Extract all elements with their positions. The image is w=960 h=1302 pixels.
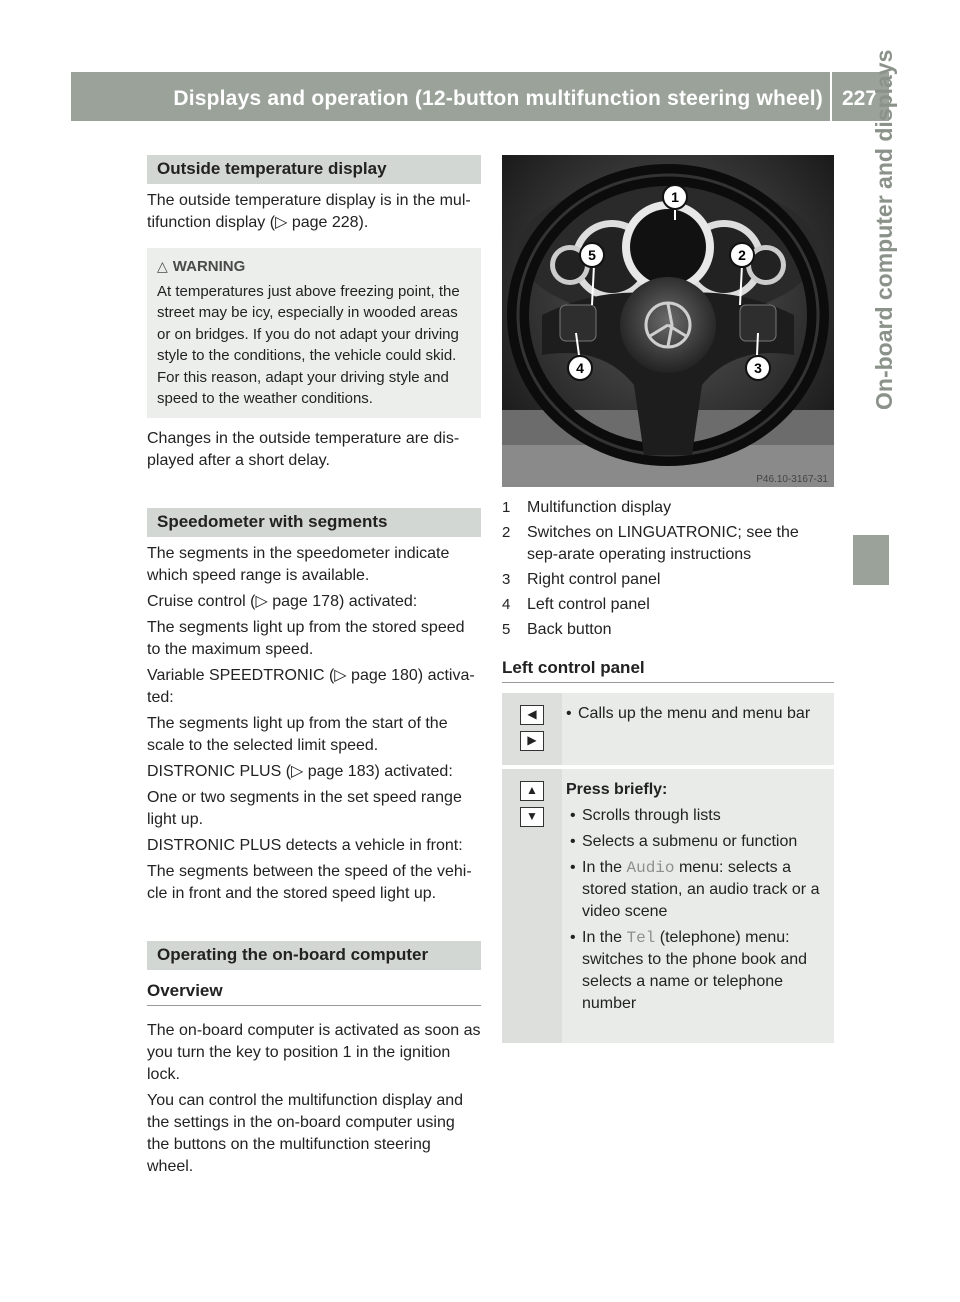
callout-label: 5 (588, 247, 596, 263)
callout-3 (746, 356, 770, 380)
legend-item (502, 594, 834, 616)
key-cell (502, 693, 562, 765)
section-heading: Outside temperature display (147, 155, 481, 184)
row-title: Press briefly: (566, 781, 668, 798)
menu-name: Audio (626, 859, 675, 877)
table-row (502, 693, 834, 765)
list-item-text: In the Audio menu: selects a stored station, an audio track or a video scene (582, 859, 820, 920)
callout-1 (663, 185, 687, 209)
paragraph: The outside temperature display is in the mul-tifunction display (▷ page 228). (147, 192, 471, 231)
description-cell (562, 769, 834, 1043)
paragraph: The segments in the speedometer indicate which speed range is available. (147, 544, 450, 584)
menu-name: Tel (626, 929, 656, 947)
right-arrow-button-icon: ▶ (520, 731, 544, 751)
page-number: 227 (842, 87, 878, 110)
legend-number: 2 (502, 524, 511, 541)
callout-2 (730, 243, 754, 267)
side-tab-marker (853, 535, 889, 585)
callout-label: 1 (671, 189, 679, 205)
legend-item (502, 497, 834, 519)
subsection-heading: Overview (147, 980, 481, 1006)
list-item: • In the Audio menu: selects a stored station, an audio track or a video scene (566, 857, 830, 923)
list-item: • Calls up the menu and menu bar (566, 703, 830, 725)
legend-number: 1 (502, 499, 511, 516)
legend-text: Left control panel (527, 596, 650, 613)
legend-text: Switches on LINGUATRONIC; see the sep-arate operating instructions (527, 524, 799, 563)
callout-4 (568, 356, 592, 380)
paragraph: The segments light up from the stored speed to the maximum speed. (147, 618, 465, 658)
right-column (502, 155, 834, 1043)
list-item: • In the Tel (telephone) menu: switches to the phone book and selects a name or telephone number (566, 927, 830, 1015)
legend-number: 5 (502, 621, 511, 638)
paragraph: DISTRONIC PLUS detects a vehicle in front: (147, 836, 463, 854)
paragraph: DISTRONIC PLUS (▷ page 183) activated: (147, 762, 453, 780)
key-cell (502, 769, 562, 1043)
photo-code: P46.10-3167-31 (756, 474, 828, 485)
warning-title (157, 256, 475, 278)
paragraph: The on-board computer is activated as soon as you turn the key to position 1 in the ignition lock. (147, 1021, 481, 1083)
paragraph: Cruise control (▷ page 178) activated: (147, 592, 418, 610)
steering-wheel-illustration (502, 155, 834, 487)
up-arrow-button-icon: ▲ (520, 781, 544, 801)
legend-text: Back button (527, 621, 612, 638)
callout-5 (580, 243, 604, 267)
side-tab-label: On-board computer and displays (871, 49, 897, 410)
list-item-text: Selects a submenu or function (582, 833, 798, 850)
legend-text: Multifunction display (527, 499, 672, 516)
section-heading: Speedometer with segments (147, 508, 481, 537)
legend-text: Right control panel (527, 571, 661, 588)
legend-number: 4 (502, 596, 511, 613)
page-header-title: Displays and operation (12-button multifunction steering wheel) (173, 87, 823, 110)
list-item: • Selects a submenu or function (566, 831, 830, 853)
warning-text: At temperatures just above freezing point, the street may be icy, especially in wooded areas or on bridges. If you do not adapt your driving style to the conditions, the vehicle could skid. For this reason, adapt your driving style and speed to the weather conditions. (157, 282, 460, 407)
list-item-text: In the Tel (telephone) menu: switches to the phone book and selects a name or telephone number (582, 929, 808, 1012)
left-column (147, 155, 481, 1178)
down-arrow-button-icon: ▼ (520, 807, 544, 827)
paragraph: The segments light up from the start of the scale to the selected limit speed. (147, 714, 448, 754)
header-divider (830, 72, 832, 121)
left-arrow-button-icon: ◀ (520, 705, 544, 725)
legend-item (502, 522, 834, 566)
section-heading: Operating the on-board computer (147, 941, 481, 970)
legend-item (502, 619, 834, 641)
description-cell (562, 693, 834, 765)
warning-triangle-icon: △ (157, 258, 168, 274)
paragraph: Changes in the outside temperature are dis-played after a short delay. (147, 429, 460, 469)
callout-label: 2 (738, 247, 746, 263)
paragraph: The segments between the speed of the vehi-cle in front and the stored speed light up. (147, 862, 472, 902)
callout-label: 4 (576, 360, 584, 376)
paragraph: Variable SPEEDTRONIC (▷ page 180) activa-ted: (147, 666, 475, 706)
table-row (502, 769, 834, 1043)
callout-label: 3 (754, 360, 762, 376)
warning-title-text: WARNING (172, 258, 246, 275)
list-item-text: Scrolls through lists (582, 807, 721, 824)
steering-wheel-photo (502, 155, 834, 487)
warning-box (147, 248, 481, 418)
legend-item (502, 569, 834, 591)
legend-number: 3 (502, 571, 511, 588)
subsection-heading: Left control panel (502, 657, 834, 683)
paragraph: You can control the multifunction display and the settings in the on-board computer using the buttons on the multifunction steering wheel. (147, 1091, 464, 1175)
paragraph: One or two segments in the set speed range light up. (147, 788, 462, 828)
list-item-text: Calls up the menu and menu bar (578, 705, 811, 722)
legend-list (502, 497, 834, 641)
control-panel-table (502, 693, 834, 1043)
list-item: • Scrolls through lists (566, 805, 830, 827)
